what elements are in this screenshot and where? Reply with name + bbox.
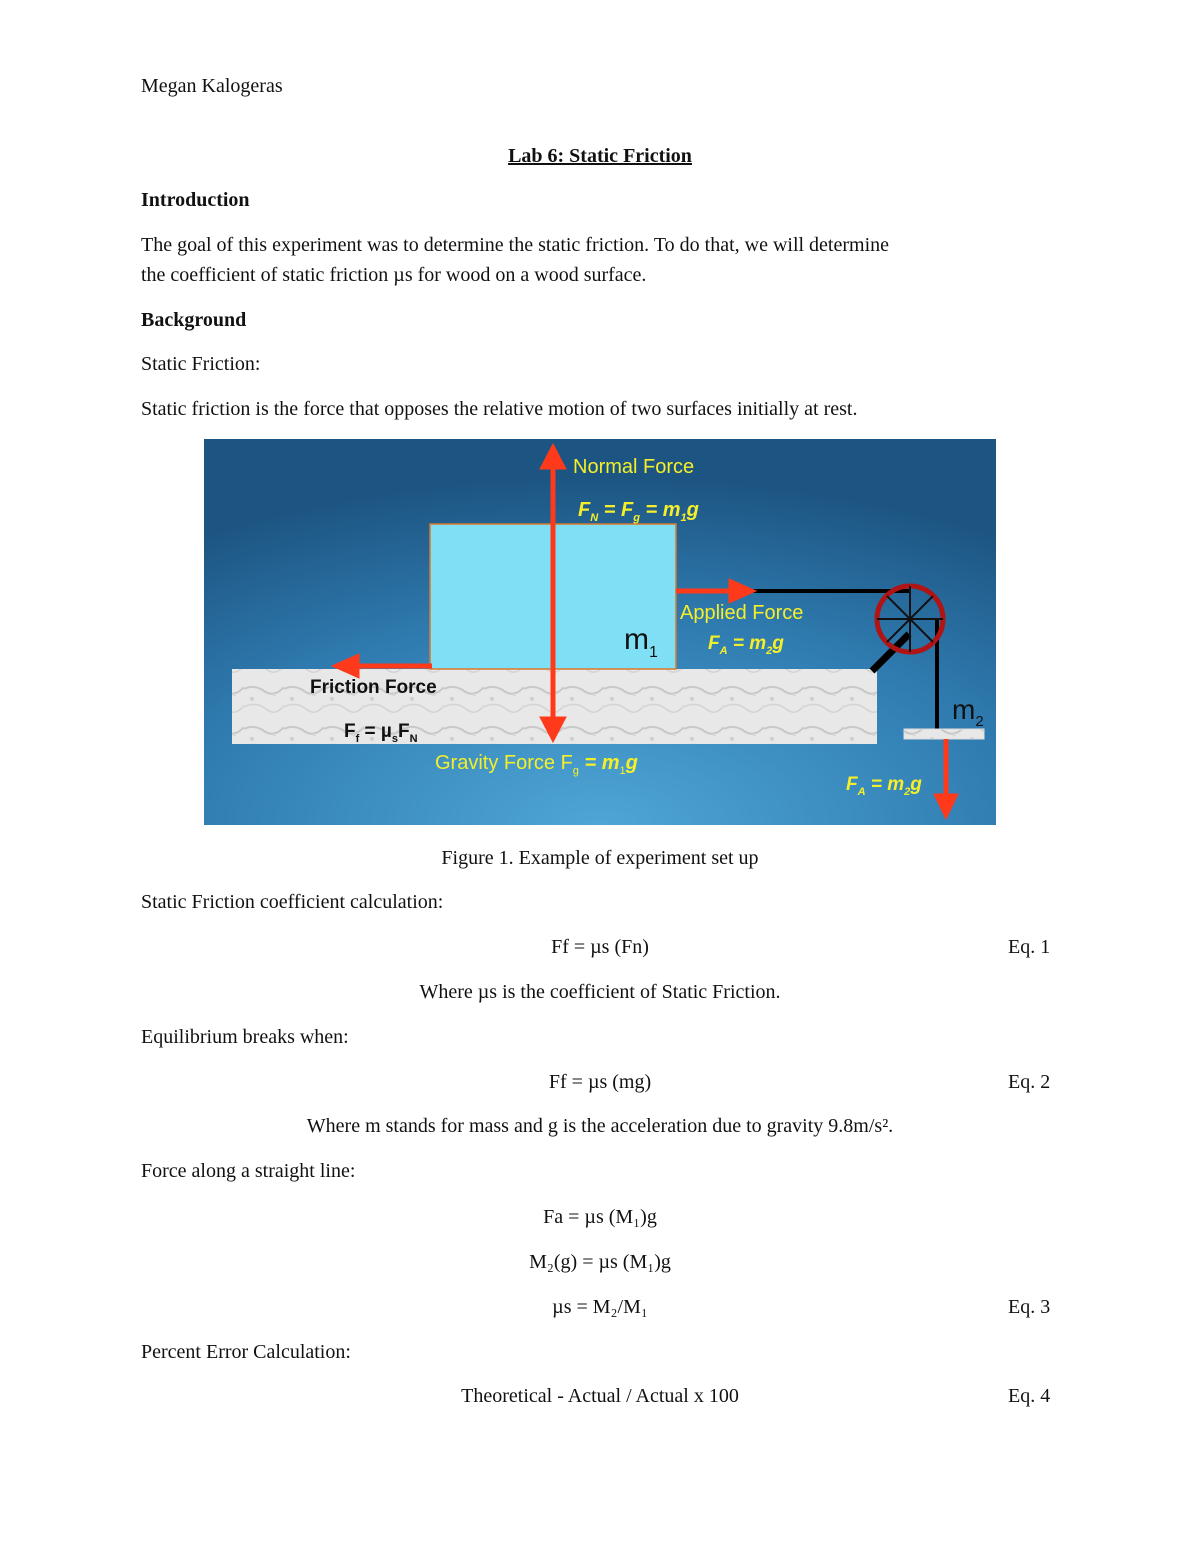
equation-2-note: Where m stands for mass and g is the acceleration due to gravity 9.8m/s². — [306, 1115, 894, 1137]
applied-force-equation: $F_A = m_2g$ — [708, 633, 784, 657]
applied-force-label: Applied Force — [680, 602, 804, 624]
m2-label: $m_2$ — [952, 694, 984, 730]
equation-2-number: Eq. 2 — [1008, 1071, 1051, 1093]
author-name: Megan Kalogeras — [141, 75, 283, 97]
calc-label: Static Friction coefficient calculation: — [141, 891, 444, 913]
introduction-line-1: The goal of this experiment was to determine the static friction. To do that, we will determine — [141, 234, 890, 256]
equation-3: µs = M₂/M₁ — [552, 1296, 648, 1318]
equation-1-number: Eq. 1 — [1008, 936, 1051, 958]
straight-line-label: Force along a straight line: — [141, 1160, 356, 1182]
m1-label: $m_1$ — [624, 623, 658, 661]
percent-error-label: Percent Error Calculation: — [141, 1341, 351, 1363]
gravity-force-label: Gravity Force $F_g = m_1g$ — [435, 752, 638, 777]
static-friction-subheading: Static Friction: — [141, 353, 261, 375]
pulley-icon — [877, 586, 943, 652]
experiment-setup-figure — [204, 439, 996, 825]
introduction-heading: Introduction — [141, 189, 250, 211]
static-friction-definition: Static friction is the force that opposes the relative motion of two surfaces initially at rest. — [141, 398, 858, 420]
background-heading: Background — [141, 309, 247, 331]
hanging-mass-m2 — [904, 729, 984, 739]
equation-4-number: Eq. 4 — [1008, 1385, 1051, 1407]
page-title: Lab 6: Static Friction — [508, 145, 692, 167]
equation-3-number: Eq. 3 — [1008, 1296, 1051, 1318]
friction-force-equation: $F_f = \mu_sF_N$ — [344, 721, 418, 745]
figure-caption: Figure 1. Example of experiment set up — [441, 847, 759, 869]
introduction-line-2: the coefficient of static friction µs for wood on a wood surface. — [141, 264, 647, 286]
equilibrium-label: Equilibrium breaks when: — [141, 1026, 349, 1048]
equation-1: Ff = µs (Fn) — [551, 936, 649, 958]
equation-4: Theoretical - Actual / Actual x 100 — [461, 1385, 739, 1407]
equation-3b: M₂(g) = µs (M₁)g — [529, 1251, 671, 1273]
equation-2: Ff = µs (mg) — [548, 1071, 652, 1093]
weight-equation: $F_A = m_2g$ — [846, 774, 922, 798]
equation-1-note: Where µs is the coefficient of Static Friction. — [419, 981, 781, 1003]
equation-3a: Fa = µs (M₁)g — [543, 1206, 657, 1228]
normal-force-label: Normal Force — [573, 456, 695, 478]
normal-force-equation: $F_N = F_g = m_1g$ — [578, 499, 699, 524]
friction-force-label: Friction Force — [310, 677, 437, 698]
